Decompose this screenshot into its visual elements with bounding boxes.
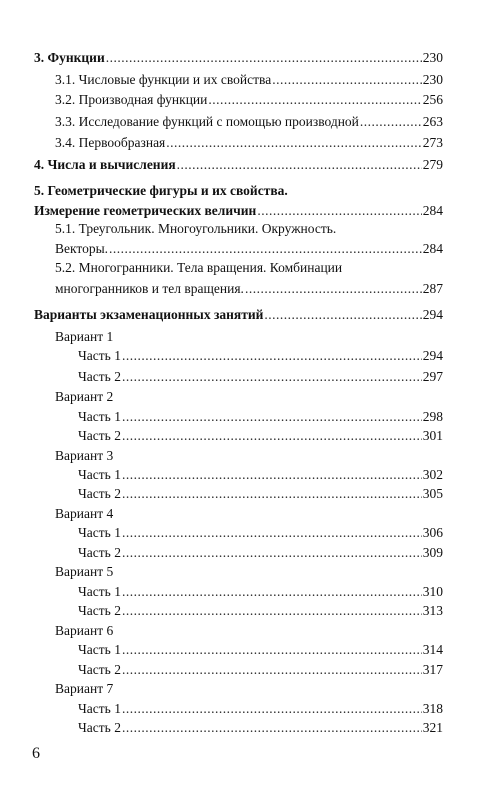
toc-leader-row bbox=[78, 699, 443, 719]
toc-leader-row bbox=[34, 155, 443, 175]
toc-entry-page: 279 bbox=[422, 157, 443, 172]
toc-leader-row bbox=[55, 279, 443, 299]
toc-leader-row bbox=[55, 112, 443, 132]
toc-entry bbox=[0, 718, 480, 738]
dot-leader bbox=[122, 426, 422, 446]
toc-entry bbox=[0, 640, 480, 660]
toc-entry bbox=[0, 279, 480, 299]
toc-leader-row bbox=[78, 660, 443, 680]
toc-entry-page: 297 bbox=[422, 369, 443, 384]
toc-leader-row bbox=[78, 367, 443, 387]
toc-entry-page: 263 bbox=[422, 114, 443, 129]
toc-entry-title: Часть 1 bbox=[78, 409, 121, 424]
toc-leader-row bbox=[55, 239, 443, 259]
dot-leader bbox=[122, 523, 422, 543]
toc-entry bbox=[0, 543, 480, 563]
toc-entry-page: 230 bbox=[422, 72, 443, 87]
dot-leader bbox=[122, 543, 422, 563]
toc-entry bbox=[0, 582, 480, 602]
toc-leader-row bbox=[78, 582, 443, 602]
toc-entry bbox=[0, 112, 480, 132]
toc-leader-row bbox=[55, 70, 443, 90]
page-number: 6 bbox=[32, 745, 40, 762]
toc-entry-title: 3.4. Первообразная bbox=[55, 135, 166, 150]
toc-heading-text: 5. Геометрические фигуры и их свойства. bbox=[34, 183, 288, 198]
toc-entry-page: 318 bbox=[422, 701, 443, 716]
dot-leader bbox=[122, 640, 422, 660]
toc-entry bbox=[0, 660, 480, 680]
toc-heading bbox=[0, 562, 480, 582]
toc-entry-title: Часть 2 bbox=[78, 662, 121, 677]
dot-leader bbox=[122, 367, 422, 387]
dot-leader bbox=[109, 239, 422, 259]
toc-heading-text: Вариант 4 bbox=[55, 506, 114, 521]
toc-heading-text: Вариант 5 bbox=[55, 564, 114, 579]
toc-entry bbox=[0, 155, 480, 175]
toc-entry-page: 287 bbox=[422, 281, 443, 296]
toc-entry-page: 305 bbox=[422, 486, 443, 501]
toc-entry bbox=[0, 407, 480, 427]
toc-entry-page: 294 bbox=[422, 348, 443, 363]
toc-leader-row bbox=[34, 305, 443, 325]
toc-heading-text: Вариант 2 bbox=[55, 389, 114, 404]
dot-leader bbox=[122, 660, 422, 680]
toc-leader-row bbox=[78, 407, 443, 427]
dot-leader bbox=[122, 465, 422, 485]
toc-entry-page: 256 bbox=[422, 92, 443, 107]
toc-leader-row bbox=[34, 201, 443, 221]
toc-entry bbox=[0, 367, 480, 387]
toc-entry-page: 273 bbox=[422, 135, 443, 150]
toc-entry-title: Часть 2 bbox=[78, 603, 121, 618]
toc-heading-text: 5.2. Многогранники. Тела вращения. Комбинации bbox=[55, 260, 343, 275]
toc-entry-title: 3. Функции bbox=[34, 50, 105, 65]
toc-entry-title: Часть 2 bbox=[78, 428, 121, 443]
toc-entry-title: многогранников и тел вращения. bbox=[55, 281, 244, 296]
toc-leader-row bbox=[78, 718, 443, 738]
toc-entry-page: 317 bbox=[422, 662, 443, 677]
toc-leader-row bbox=[78, 465, 443, 485]
dot-leader bbox=[208, 90, 421, 110]
toc-entry bbox=[0, 601, 480, 621]
toc-entry-title: Часть 2 bbox=[78, 720, 121, 735]
toc-entry-title: Часть 1 bbox=[78, 525, 121, 540]
toc-entry bbox=[0, 305, 480, 325]
toc-entry-page: 294 bbox=[422, 307, 443, 322]
toc-entry bbox=[0, 465, 480, 485]
toc-heading-text: Вариант 3 bbox=[55, 448, 114, 463]
dot-leader bbox=[245, 279, 422, 299]
toc-heading bbox=[0, 621, 480, 641]
toc-entry bbox=[0, 48, 480, 68]
toc-leader-row bbox=[78, 543, 443, 563]
toc-leader-row bbox=[78, 426, 443, 446]
dot-leader bbox=[122, 407, 422, 427]
toc-entry-page: 314 bbox=[422, 642, 443, 657]
dot-leader bbox=[264, 305, 421, 325]
dot-leader bbox=[122, 582, 422, 602]
toc-entry-title: Часть 1 bbox=[78, 701, 121, 716]
toc-entry-title: Часть 1 bbox=[78, 642, 121, 657]
toc-entry-page: 302 bbox=[422, 467, 443, 482]
toc-entry bbox=[0, 346, 480, 366]
toc-heading-text: Вариант 7 bbox=[55, 681, 114, 696]
toc-entry bbox=[0, 70, 480, 90]
toc-entry-page: 306 bbox=[422, 525, 443, 540]
toc-entry-page: 284 bbox=[422, 241, 443, 256]
dot-leader bbox=[272, 70, 422, 90]
toc-entry-title: Часть 2 bbox=[78, 486, 121, 501]
toc-heading bbox=[0, 504, 480, 524]
dot-leader bbox=[166, 133, 421, 153]
dot-leader bbox=[122, 718, 422, 738]
dot-leader bbox=[122, 484, 422, 504]
toc-heading-text: 5.1. Треугольник. Многоугольники. Окружность. bbox=[55, 221, 337, 236]
toc-entry-page: 321 bbox=[422, 720, 443, 735]
toc-heading bbox=[0, 258, 480, 278]
toc-entry bbox=[0, 201, 480, 221]
toc-entry-page: 230 bbox=[422, 50, 443, 65]
dot-leader bbox=[360, 112, 422, 132]
toc-entry-title: 3.3. Исследование функций с помощью производной bbox=[55, 114, 359, 129]
toc-entry bbox=[0, 484, 480, 504]
toc-entry bbox=[0, 699, 480, 719]
dot-leader bbox=[122, 601, 422, 621]
toc-leader-row bbox=[78, 346, 443, 366]
toc-entry bbox=[0, 426, 480, 446]
toc-leader-row bbox=[78, 523, 443, 543]
toc-entry-page: 298 bbox=[422, 409, 443, 424]
toc-heading bbox=[0, 446, 480, 466]
toc-leader-row bbox=[78, 640, 443, 660]
toc-leader-row bbox=[78, 484, 443, 504]
toc-entry-page: 313 bbox=[422, 603, 443, 618]
toc-entry bbox=[0, 133, 480, 153]
toc-entry-title: Векторы. bbox=[55, 241, 109, 256]
toc-entry-page: 309 bbox=[422, 545, 443, 560]
toc-entry bbox=[0, 239, 480, 259]
dot-leader bbox=[257, 201, 421, 221]
dot-leader bbox=[122, 699, 422, 719]
toc-entry bbox=[0, 523, 480, 543]
dot-leader bbox=[177, 155, 422, 175]
toc-entry-title: Часть 2 bbox=[78, 545, 121, 560]
toc-entry-title: Варианты экзаменационных занятий bbox=[34, 307, 264, 322]
toc-entry-title: Часть 1 bbox=[78, 584, 121, 599]
toc-heading-text: Вариант 1 bbox=[55, 329, 114, 344]
toc-heading-text: Вариант 6 bbox=[55, 623, 114, 638]
toc-entry-title: Измерение геометрических величин bbox=[34, 203, 257, 218]
toc-heading bbox=[0, 181, 480, 201]
toc-entry-title: 4. Числа и вычисления bbox=[34, 157, 176, 172]
toc-leader-row bbox=[55, 90, 443, 110]
toc-entry-title: 3.1. Числовые функции и их свойства bbox=[55, 72, 272, 87]
toc-entry-page: 301 bbox=[422, 428, 443, 443]
toc-leader-row bbox=[34, 48, 443, 68]
toc-entry-page: 284 bbox=[422, 203, 443, 218]
toc-leader-row bbox=[78, 601, 443, 621]
dot-leader bbox=[106, 48, 422, 68]
toc-heading bbox=[0, 219, 480, 239]
toc-leader-row bbox=[55, 133, 443, 153]
toc-heading bbox=[0, 387, 480, 407]
dot-leader bbox=[122, 346, 422, 366]
toc-entry bbox=[0, 90, 480, 110]
toc-entry-title: 3.2. Производная функции bbox=[55, 92, 208, 107]
toc-entry-title: Часть 1 bbox=[78, 348, 121, 363]
toc-entry-title: Часть 1 bbox=[78, 467, 121, 482]
toc-heading bbox=[0, 679, 480, 699]
toc-heading bbox=[0, 327, 480, 347]
toc-entry-title: Часть 2 bbox=[78, 369, 121, 384]
toc-entry-page: 310 bbox=[422, 584, 443, 599]
